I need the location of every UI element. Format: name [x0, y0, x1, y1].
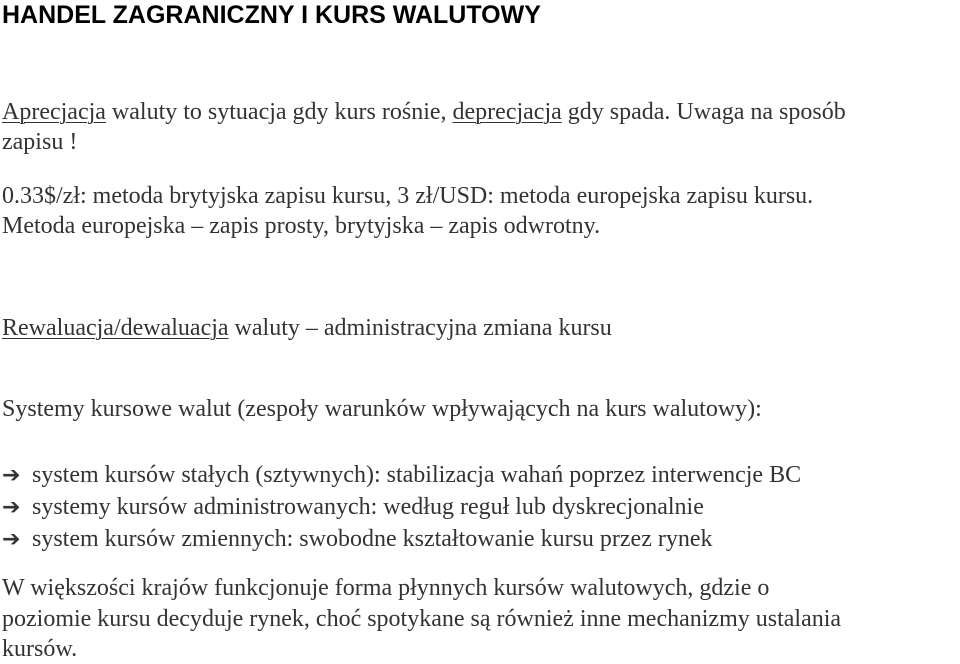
paragraph-line: Metoda europejska – zapis prosty, brytyjska – zapis odwrotny.: [2, 213, 601, 239]
paragraph-text: waluty to sytuacja gdy kurs rośnie,: [105, 99, 453, 125]
paragraph-exchange-systems: Systemy kursowe walut (zespoły warunków wpływających na kurs walutowy):: [2, 396, 762, 422]
paragraph-line: poziomie kursu decyduje rynek, choć spotykane są również inne mechanizmy ustalania: [2, 606, 842, 632]
paragraph-appreciation: [2, 97, 846, 127]
paragraph-floating: W większości krajów funkcjonuje forma płynnych kursów walutowych, gdzie o: [2, 575, 770, 601]
paragraph-revaluation: [2, 313, 612, 343]
paragraph-line: kursów.: [2, 636, 78, 662]
term-appreciation: Aprecjacja: [2, 99, 106, 125]
list-item: [2, 492, 704, 523]
list-item-text: systemy kursów administrowanych: według reguł lub dyskrecjonalnie: [32, 494, 704, 520]
arrow-right-icon: ➔: [2, 527, 21, 552]
list-item: [2, 460, 801, 491]
paragraph-notation: 0.33$/zł: metoda brytyjska zapisu kursu, 3 zł/USD: metoda europejska zapisu kursu.: [2, 183, 814, 209]
arrow-right-icon: ➔: [2, 463, 21, 488]
term-revaluation: Rewaluacja/dewaluacja: [2, 315, 229, 341]
list-item-text: system kursów zmiennych: swobodne kształtowanie kursu przez rynek: [32, 526, 713, 552]
paragraph-line: zapisu !: [2, 129, 78, 155]
list-item: [2, 524, 713, 555]
paragraph-text: gdy spada. Uwaga na sposób: [561, 99, 846, 125]
paragraph-text: waluty – administracyjna zmiana kursu: [228, 315, 612, 341]
page-title: HANDEL ZAGRANICZNY I KURS WALUTOWY: [2, 1, 541, 29]
arrow-right-icon: ➔: [2, 495, 21, 520]
list-item-text: system kursów stałych (sztywnych): stabilizacja wahań poprzez interwencje BC: [32, 462, 802, 488]
term-depreciation: deprecjacja: [452, 99, 562, 125]
